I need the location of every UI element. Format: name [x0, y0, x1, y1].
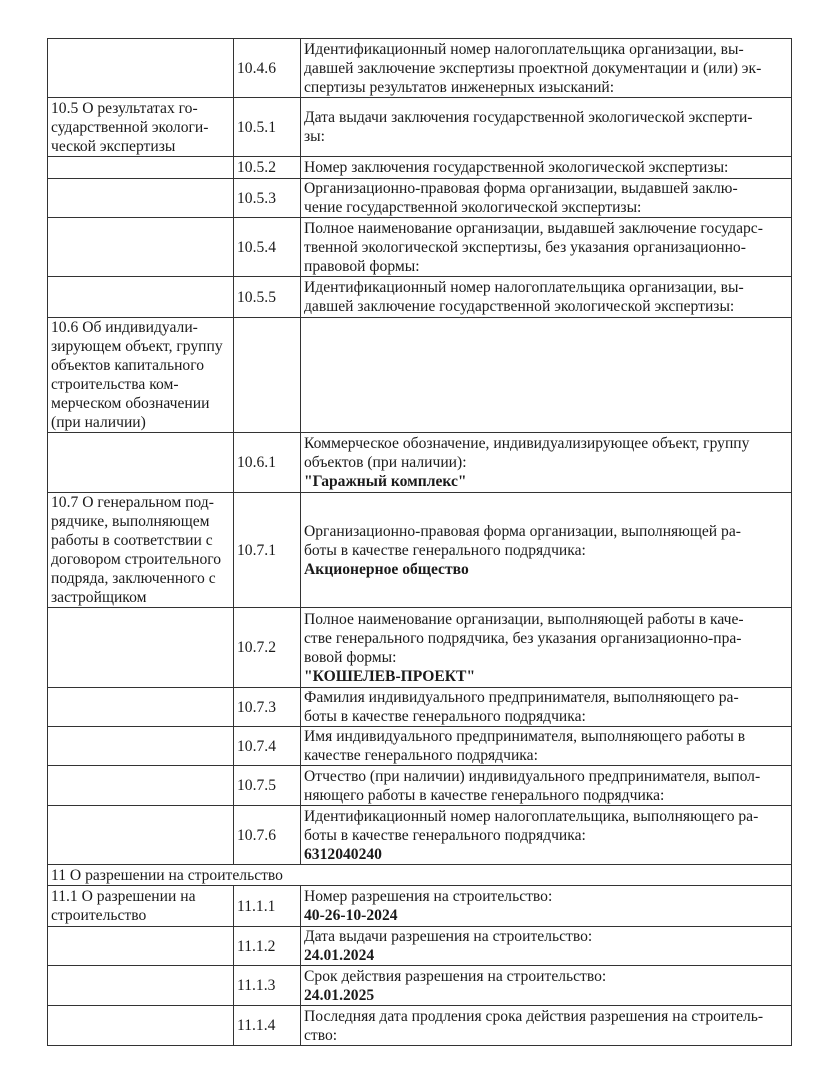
item-label: Полное наименование организации, выполняющей работы в каче- стве генерального подрядчика, без указания организационно-пра- вовой формы: — [304, 610, 744, 666]
item-code — [234, 318, 301, 433]
table-row — [48, 865, 792, 886]
table-row — [48, 157, 792, 179]
item-code: 10.7.6 — [234, 806, 301, 865]
item-value: 40-26-10-2024 — [304, 907, 398, 924]
table-row — [48, 886, 792, 927]
section-cell — [48, 277, 234, 318]
item-description — [301, 277, 792, 318]
item-label: Номер разрешения на строительство: — [304, 888, 553, 905]
item-description — [301, 318, 792, 433]
item-label: Фамилия индивидуального предпринимателя, выполняющего ра- боты в качестве генерального подрядчика: — [304, 689, 739, 725]
table-row — [48, 806, 792, 865]
item-code: 11.1.3 — [234, 966, 301, 1006]
item-description — [301, 1006, 792, 1046]
table-row — [48, 1006, 792, 1046]
item-code: 11.1.2 — [234, 927, 301, 966]
item-code: 10.5.5 — [234, 277, 301, 318]
table-row — [48, 966, 792, 1006]
item-description — [301, 433, 792, 493]
section-cell — [48, 727, 234, 766]
section-cell: 10.5 О результатах го- сударственной экологи- ческой экспертизы — [48, 98, 234, 157]
item-label: Дата выдачи заключения государственной экологической эксперти- зы: — [304, 109, 753, 145]
table-row — [48, 608, 792, 688]
declaration-table — [47, 38, 792, 1046]
section-cell — [48, 1006, 234, 1046]
item-code: 11.1.4 — [234, 1006, 301, 1046]
item-description — [301, 766, 792, 806]
item-value: Акционерное общество — [304, 560, 469, 578]
item-label: Идентификационный номер налогоплательщика, выполняющего ра- боты в качестве генерального подрядчика: — [304, 807, 759, 844]
item-description — [301, 966, 792, 1006]
item-code: 11.1.1 — [234, 886, 301, 927]
item-code: 10.7.1 — [234, 493, 301, 608]
item-description — [301, 179, 792, 218]
section-cell: 11.1 О разрешении на строительство — [48, 886, 234, 927]
item-code: 10.6.1 — [234, 433, 301, 493]
item-label: Организационно-правовая форма организации, выдавшей заклю- чение государственной экологической экспертизы: — [304, 180, 738, 216]
item-code: 10.7.5 — [234, 766, 301, 806]
item-code: 10.5.4 — [234, 218, 301, 277]
section-cell — [48, 179, 234, 218]
table-row — [48, 277, 792, 318]
item-label: Коммерческое обозначение, индивидуализирующее объект, группу объектов (при наличии): — [304, 435, 750, 471]
item-label: Идентификационный номер налогоплательщика организации, вы- давшей заключение государственной экологической экспертизы: — [304, 279, 744, 315]
item-description — [301, 927, 792, 966]
item-code: 10.5.2 — [234, 157, 301, 179]
table-row — [48, 766, 792, 806]
item-description — [301, 688, 792, 727]
item-description — [301, 98, 792, 157]
item-description — [301, 608, 792, 688]
item-code: 10.5.1 — [234, 98, 301, 157]
item-value: "Гаражный комплекс" — [304, 473, 467, 490]
item-description — [301, 806, 792, 865]
item-description — [301, 727, 792, 766]
item-label: Организационно-правовая форма организации, выполняющей ра- боты в качестве генерального подрядчика: — [304, 522, 741, 559]
table-row — [48, 493, 792, 608]
item-code: 10.5.3 — [234, 179, 301, 218]
item-label: Последняя дата продления срока действия разрешения на строитель- ство: — [304, 1007, 764, 1044]
section-cell — [48, 218, 234, 277]
item-value: 24.01.2025 — [304, 986, 375, 1004]
item-description — [301, 218, 792, 277]
item-value: 24.01.2024 — [304, 947, 375, 964]
item-description — [301, 493, 792, 608]
item-label: Отчество (при наличии) индивидуального предпринимателя, выпол- няющего работы в качестве генерального подрядчика: — [304, 767, 761, 804]
item-code: 10.7.2 — [234, 608, 301, 688]
item-label: Срок действия разрешения на строительство: — [304, 967, 607, 985]
section-cell — [48, 433, 234, 493]
table-row — [48, 688, 792, 727]
section-cell: 10.6 Об индивидуали- зирующем объект, группу объектов капитального строительства ком- мерческом обозначении (при наличии) — [48, 318, 234, 433]
item-value: "КОШЕЛЕВ-ПРОЕКТ" — [304, 667, 476, 685]
table-row — [48, 39, 792, 98]
table-row — [48, 218, 792, 277]
item-label: Идентификационный номер налогоплательщика организации, вы- давшей заключение экспертизы проектной документации и (или) эк- спертизы результатов инженерных изысканий: — [304, 40, 762, 96]
table-row — [48, 433, 792, 493]
table-row — [48, 927, 792, 966]
item-code: 10.7.3 — [234, 688, 301, 727]
section-cell — [48, 39, 234, 98]
item-label: Дата выдачи разрешения на строительство: — [304, 928, 593, 945]
item-code: 10.7.4 — [234, 727, 301, 766]
section-cell — [48, 688, 234, 727]
section-cell — [48, 966, 234, 1006]
section-cell — [48, 608, 234, 688]
item-description — [301, 157, 792, 179]
item-label: Номер заключения государственной экологической экспертизы: — [304, 159, 729, 176]
table-row — [48, 727, 792, 766]
section-heading: 11 О разрешении на строительство — [48, 865, 792, 886]
section-cell — [48, 157, 234, 179]
item-label: Имя индивидуального предпринимателя, выполняющего работы в качестве генерального подрядчика: — [304, 728, 746, 764]
section-cell — [48, 766, 234, 806]
section-cell — [48, 927, 234, 966]
item-description — [301, 886, 792, 927]
section-cell: 10.7 О генеральном под- рядчике, выполняющем работы в соответствии с договором строительного подряда, заключенного с застройщиком — [48, 493, 234, 608]
table-row — [48, 98, 792, 157]
item-description — [301, 39, 792, 98]
item-code: 10.4.6 — [234, 39, 301, 98]
item-label: Полное наименование организации, выдавшей заключение государс- твенной экологической экспертизы, без указания организационно- правовой формы: — [304, 219, 763, 275]
section-cell — [48, 806, 234, 865]
table-row — [48, 318, 792, 433]
item-value: 6312040240 — [304, 845, 382, 863]
table-row — [48, 179, 792, 218]
